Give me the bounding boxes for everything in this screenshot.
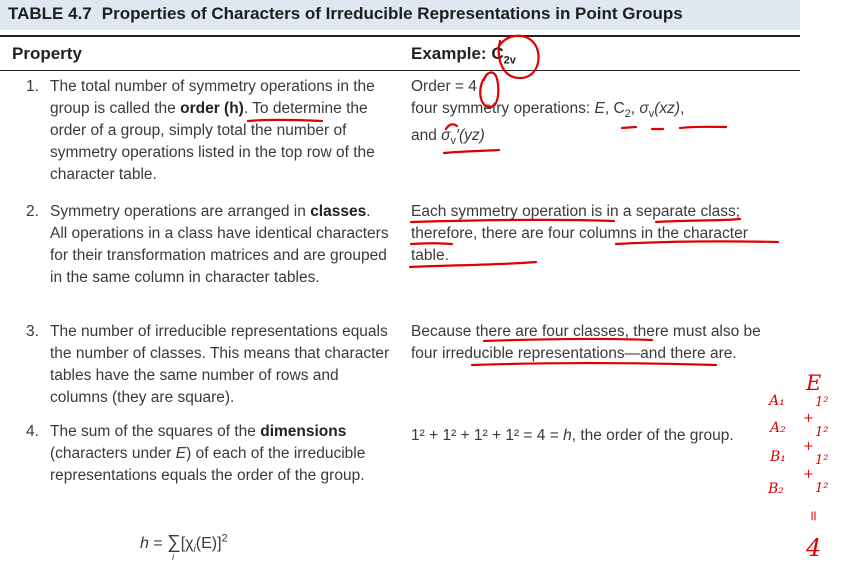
- ink-plus-1: +: [803, 411, 814, 426]
- ink-b2: B₂: [768, 481, 784, 497]
- ink-a2: A₂: [770, 420, 786, 436]
- ink-sq-3: 1²: [815, 453, 829, 468]
- row-number: 1.: [26, 78, 39, 95]
- ink-a1: A₁: [769, 393, 785, 409]
- ink-plus-2: +: [803, 439, 814, 454]
- table-title: [8, 4, 683, 24]
- ink-plus-3: +: [803, 467, 814, 482]
- ink-sq-1: 1²: [815, 395, 829, 410]
- ink-equals: =: [805, 510, 821, 522]
- ink-e: E: [806, 371, 822, 395]
- row-2-example: Each symmetry operation is in a separate class; therefore, there are four columns in the character table.: [411, 203, 748, 264]
- row-number: 3.: [26, 323, 39, 340]
- ink-total: 4: [806, 534, 822, 562]
- row-4-example: 1² + 1² + 1² + 1² = 4 = h, the order of the group.: [411, 427, 734, 444]
- row-number: 2.: [26, 203, 39, 220]
- table-title-text: Properties of Characters of Irreducible Representations in Point Groups: [101, 4, 683, 23]
- top-rule: [0, 35, 800, 37]
- ink-sq-2: 1²: [815, 425, 829, 440]
- ink-b1: B₁: [770, 449, 786, 465]
- header-example: Example: $C_{2v}$: [411, 44, 516, 67]
- ink-sq-4: 1²: [815, 481, 829, 496]
- header-rule: [0, 70, 800, 71]
- row-1-example: Order = 4 four symmetry operations: E, $C_2$, $\sigma_v(xz)$, and $\sigma_v'(yz)$: [411, 78, 685, 148]
- table-number: TABLE 4.7: [8, 4, 92, 23]
- row-3-example: Because there are four classes, there must also be four irreducible representations—and there are.: [411, 323, 761, 362]
- order-formula: h = ∑ i $[\chi_i(E)]^2$: [140, 532, 228, 562]
- row-number: 4.: [26, 423, 39, 440]
- header-property: Property: [12, 44, 82, 63]
